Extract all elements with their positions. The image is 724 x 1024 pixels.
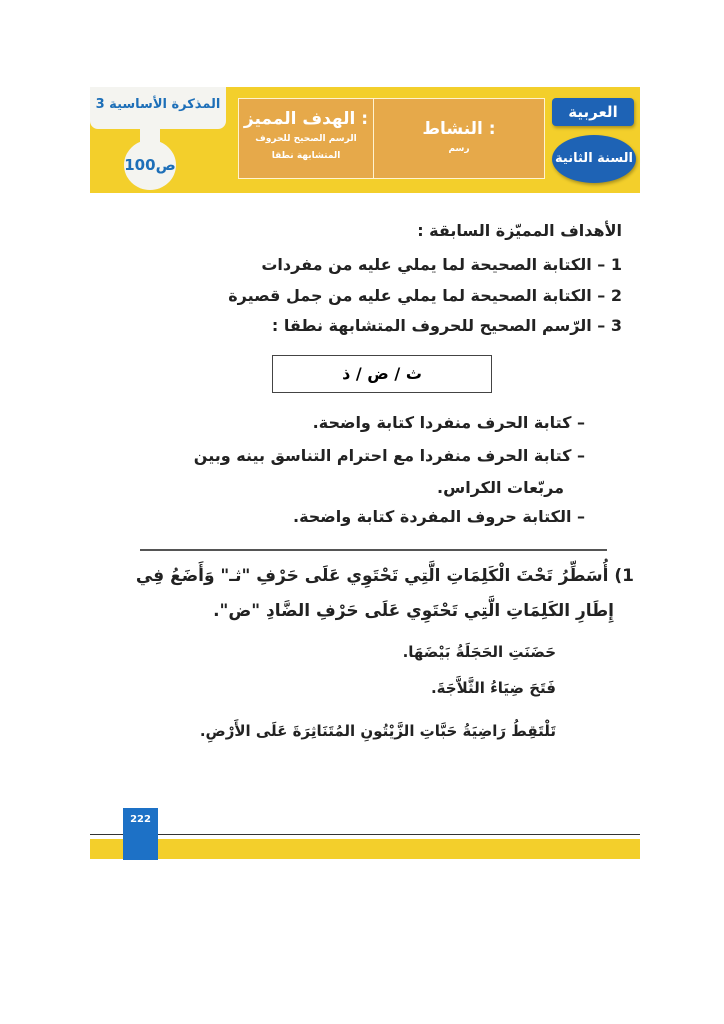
objective-item: 3 – الرّسم الصحيح للحروف المتشابهة نطقا : — [271, 316, 622, 335]
objective-item: 1 – الكتابة الصحيحة لما يملي عليه من مفردات — [261, 255, 622, 274]
footer-band — [90, 839, 640, 859]
book-title: المذكرة الأساسية 3 — [95, 97, 221, 112]
goal-title: الهدف المميز : — [243, 109, 369, 129]
exercise-instruction: 1) أُسَطِّرُ تَحْتَ الْكَلِمَاتِ الَّتِي تَحْتَوِي عَلَى حَرْفِ "ثـ" وَأَضَعُ فِي — [135, 566, 634, 586]
bullet-item: مربّعات الكراس. — [437, 478, 564, 497]
exercise-sentence: حَضَنَتِ الحَجَلَةُ بَيْضَهَا. — [402, 643, 556, 661]
goal-text-line: المتشابهة نطقا — [271, 151, 341, 161]
letters-box: ث / ض / ذ — [272, 355, 492, 393]
activity-cell — [374, 99, 544, 178]
info-box — [238, 98, 545, 179]
divider — [140, 549, 607, 551]
page-number: 222 — [123, 808, 158, 860]
activity-value: رسم — [448, 144, 470, 154]
grade-label: السنة الثانية — [552, 135, 636, 183]
book-title-tag — [90, 87, 226, 129]
objectives-heading: الأهداف المميّزة السابقة : — [417, 221, 622, 240]
exercise-instruction: إِطَارِ الكَلِمَاتِ الَّتِي تَحْتَوِي عَلَى حَرْفِ الضَّادِ "ض". — [213, 601, 614, 621]
bullet-item: – الكتابة حروف المفردة كتابة واضحة. — [292, 507, 585, 526]
exercise-sentence: فَتَحَ ضِيَاءُ الثَّلاَّجَةَ. — [430, 679, 556, 697]
objective-item: 2 – الكتابة الصحيحة لما يملي عليه من جمل قصيرة — [228, 286, 622, 305]
goal-text-line: الرسم الصحيح للحروف — [255, 134, 357, 144]
footer-line — [90, 834, 640, 835]
activity-title: النشاط : — [422, 119, 496, 139]
subject-label: العربية — [552, 98, 634, 126]
page-ref-badge: 100ص — [124, 140, 176, 190]
exercise-sentence: تَلْتَقِطُ رَاضِيَةُ حَبَّاتِ الزَّيْتُونِ المُتَنَاثِرَةَ عَلَى الأَرْضِ. — [199, 722, 556, 740]
bullet-item: – كتابة الحرف منفردا كتابة واضحة. — [312, 413, 585, 432]
bullet-item: – كتابة الحرف منفردا مع احترام التناسق بينه وبين — [193, 446, 585, 465]
goal-cell — [239, 99, 374, 178]
